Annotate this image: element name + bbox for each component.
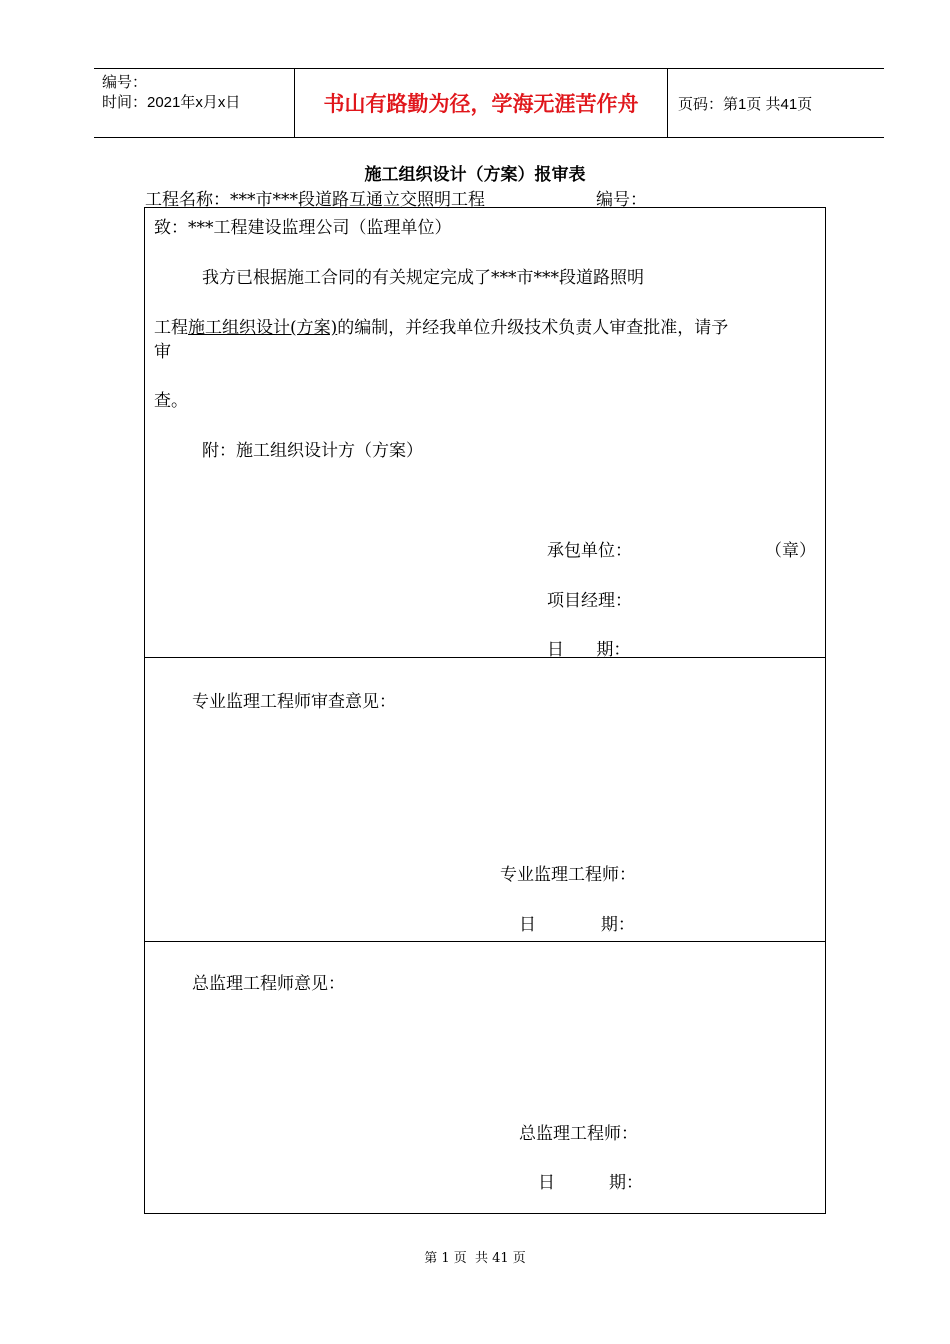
- date-label-engineer: 日 期：: [519, 915, 635, 935]
- chief-section: [145, 942, 825, 1213]
- page-header: [94, 68, 884, 138]
- body-line-2-underline: 施工组织设计(方案): [188, 318, 338, 338]
- header-page-cell: [668, 69, 884, 137]
- page-footer: 第 1 页 共 41 页: [424, 1251, 526, 1266]
- body-line-2: [154, 313, 728, 338]
- form-number-label: 编号：: [596, 190, 647, 210]
- chief-opinion-label: 总监理工程师意见：: [192, 974, 345, 994]
- contractor-label: 承包单位：: [547, 541, 632, 561]
- body-line-2-pre: 工程: [154, 318, 188, 338]
- body-line-2-post: 的编制，并经我单位升级技术负责人审查批准，请予: [337, 318, 729, 338]
- date-label-contractor: 日 期：: [547, 640, 631, 660]
- header-time-label: 时间：2021年x月x日: [102, 94, 241, 111]
- date-label-chief: 日 期：: [538, 1173, 644, 1193]
- engineer-section: [145, 658, 825, 942]
- project-name: 工程名称：***市***段道路互通立交照明工程: [145, 190, 485, 210]
- seal-label: （章）: [765, 541, 816, 561]
- form-title: 施工组织设计（方案）报审表: [364, 165, 586, 185]
- chief-signature-label: 总监理工程师：: [519, 1124, 638, 1144]
- header-page-label: 页码：第1页 共41页: [678, 95, 813, 113]
- addressee: 致：***工程建设监理公司（监理单位）: [154, 218, 452, 238]
- header-motto: 书山有路勤为径，学海无涯苦作舟: [323, 92, 639, 116]
- engineer-opinion-label: 专业监理工程师审查意见：: [192, 692, 396, 712]
- body-line-1: 我方已根据施工合同的有关规定完成了***市***段道路照明: [202, 268, 644, 288]
- header-number-label: 编号：: [102, 74, 148, 91]
- header-meta-cell: [94, 69, 294, 137]
- body-line-3: 查。: [154, 391, 188, 411]
- attachment-note: 附：施工组织设计方（方案）: [202, 441, 423, 461]
- review-form-table: [144, 207, 826, 1214]
- header-motto-cell: [294, 69, 668, 137]
- submission-section: [145, 208, 825, 658]
- project-manager-label: 项目经理：: [547, 591, 632, 611]
- body-line-2-wrap: 审: [154, 342, 171, 362]
- engineer-signature-label: 专业监理工程师：: [500, 865, 636, 885]
